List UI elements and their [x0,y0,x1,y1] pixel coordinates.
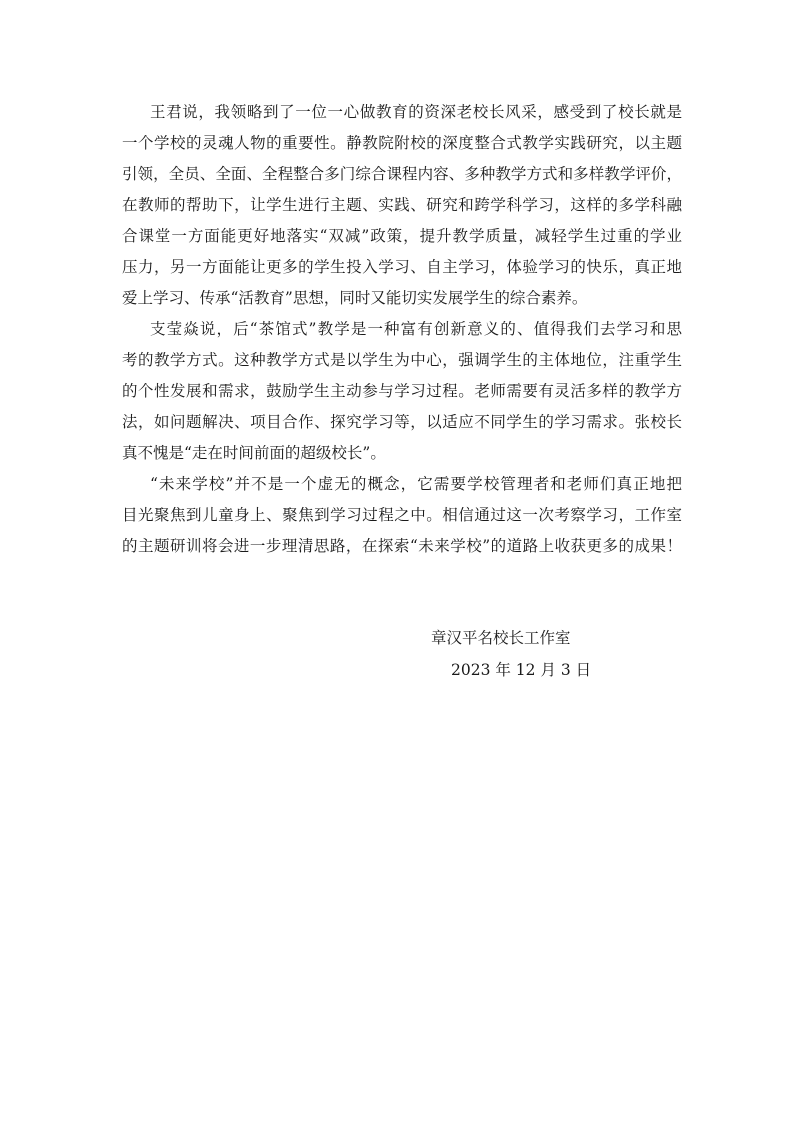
paragraph-line: 法，如问题解决、项目合作、探究学习等，以适应不同学生的学习需求。张校长 [122,413,682,431]
paragraph-line: 的主题研训将会进一步理清思路，在探索“未来学校”的道路上收获更多的成果！ [122,537,682,555]
paragraph-line: 考的教学方式。这种教学方式是以学生为中心，强调学生的主体地位，注重学生 [122,351,682,369]
paragraph-line: 合课堂一方面能更好地落实“双减”政策，提升教学质量，减轻学生过重的学业 [122,227,682,245]
paragraph-line: 真不愧是“走在时间前面的超级校长”。 [122,444,386,462]
signature-organization: 章汉平名校长工作室 [431,629,571,647]
paragraph-line: 目光聚焦到儿童身上、聚焦到学习过程之中。相信通过这一次考察学习，工作室 [122,506,682,524]
paragraph-line: 爱上学习、传承“活教育”思想，同时又能切实发展学生的综合素养。 [122,289,588,307]
paragraph-line: 支莹焱说，后“茶馆式”教学是一种富有创新意义的、值得我们去学习和思 [150,320,682,338]
paragraph-line: 压力，另一方面能让更多的学生投入学习、自主学习，体验学习的快乐，真正地 [122,258,682,276]
paragraph-line: 一个学校的灵魂人物的重要性。静教院附校的深度整合式教学实践研究，以主题 [122,134,682,152]
signature-date: 2023 年 12 月 3 日 [451,661,592,679]
paragraph-line: 引领，全员、全面、全程整合多门综合课程内容、多种教学方式和多样教学评价， [122,165,682,183]
paragraph-line: 在教师的帮助下，让学生进行主题、实践、研究和跨学科学习，这样的多学科融 [122,196,682,214]
paragraph-line: 王君说，我领略到了一位一心做教育的资深老校长风采，感受到了校长就是 [150,103,682,121]
paragraph-line: “未来学校”并不是一个虚无的概念，它需要学校管理者和老师们真正地把 [150,475,682,493]
paragraph-line: 的个性发展和需求，鼓励学生主动参与学习过程。老师需要有灵活多样的教学方 [122,382,682,400]
